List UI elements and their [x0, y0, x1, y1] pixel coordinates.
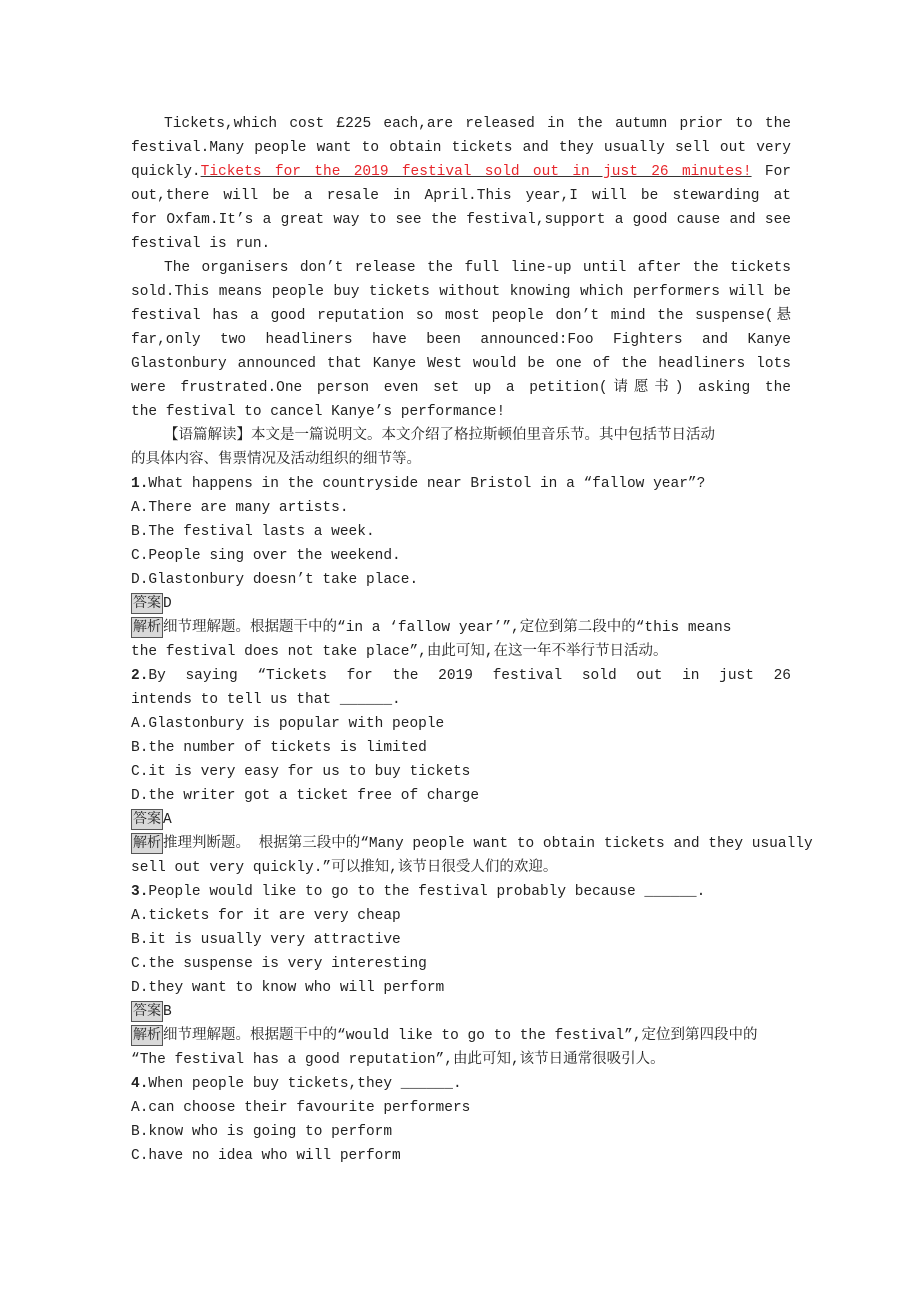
answer-option: A.There are many artists. [131, 500, 349, 516]
answer-option: B.it is usually very attractive [131, 932, 401, 948]
question-number: 4. [131, 1076, 149, 1092]
passage-text: The organisers don’t release the full line-up until after the tickets [164, 260, 791, 276]
answer-option: B.the number of tickets is limited [131, 740, 427, 756]
question-stem [131, 688, 791, 712]
answer-option: C.People sing over the weekend. [131, 548, 401, 564]
analysis-text: 细节理解题。根据题干中的“in a ‘fallow year’”,定位到第二段中的“this means [163, 620, 732, 636]
analysis-line [131, 640, 791, 664]
passage-text: out,there will be a resale in April.This year,I will be stewarding at [131, 188, 791, 204]
answer-option: D.they want to know who will perform [131, 980, 445, 996]
analysis-line [131, 1024, 791, 1048]
passage-line [131, 160, 791, 184]
question-stem [131, 472, 791, 496]
passage-text: Tickets,which cost £225 each,are released in the autumn prior to the [164, 116, 791, 132]
question-number: 3. [131, 884, 149, 900]
passage-line [131, 232, 791, 256]
reading-guide-line: 【语篇解读】本文是一篇说明文。本文介绍了格拉斯顿伯里音乐节。其中包括节日活动 [164, 428, 715, 444]
passage-text: quickly. [131, 164, 201, 180]
answer-option: C.it is very easy for us to buy tickets [131, 764, 471, 780]
passage-line [131, 256, 791, 280]
question-stem [131, 1072, 791, 1096]
answer-option: B.The festival lasts a week. [131, 524, 375, 540]
question-text: What happens in the countryside near Bristol in a “fallow year”? [148, 476, 706, 492]
passage-line [131, 328, 791, 352]
question-stem [131, 664, 791, 688]
question-number: 1. [131, 476, 149, 492]
answer-value: D [163, 596, 172, 612]
passage-text: For [764, 164, 791, 180]
answer-option: D.the writer got a ticket free of charge [131, 788, 480, 804]
answer-line [131, 808, 791, 832]
answer-line [131, 592, 791, 616]
passage-text: Glastonbury announced that Kanye West would be one of the headliners lots [131, 356, 791, 372]
passage-text: were frustrated.One person even set up a petition(请愿书) asking the [131, 380, 791, 396]
answer-line [131, 1000, 791, 1024]
analysis-text: 细节理解题。根据题干中的“would like to go to the festival”,定位到第四段中的 [163, 1028, 758, 1044]
analysis-text: 推理判断题。 根据第三段中的“Many people want to obtain tickets and they usually [163, 836, 813, 852]
analysis-line [131, 832, 816, 856]
answer-option: A.tickets for it are very cheap [131, 908, 401, 924]
answer-badge: 答案 [131, 1001, 163, 1022]
passage-line [131, 376, 791, 400]
passage-line [131, 280, 791, 304]
answer-badge: 答案 [131, 809, 163, 830]
analysis-text: sell out very quickly.”可以推知,该节日很受人们的欢迎。 [131, 860, 558, 876]
answer-badge: 答案 [131, 593, 163, 614]
passage-line [131, 304, 791, 328]
passage-text: for Oxfam.It’s a great way to see the festival,support a good cause and see [131, 212, 791, 228]
passage-text: far,only two headliners have been announced:Foo Fighters and Kanye [131, 332, 791, 348]
answer-option: A.Glastonbury is popular with people [131, 716, 445, 732]
answer-option: B.know who is going to perform [131, 1124, 393, 1140]
passage-text: festival is run. [131, 236, 271, 252]
passage-text: the festival to cancel Kanye’s performance! [131, 404, 506, 420]
analysis-text: “The festival has a good reputation”,由此可知,该节日通常很吸引人。 [131, 1052, 665, 1068]
passage-line [131, 112, 791, 136]
analysis-line [131, 1048, 791, 1072]
document-body [131, 112, 813, 1168]
question-number: 2. [131, 668, 149, 684]
passage-text: festival.Many people want to obtain tickets and they usually sell out very [131, 140, 791, 156]
answer-option: C.have no idea who will perform [131, 1148, 401, 1164]
question-text: intends to tell us that ______. [131, 692, 401, 708]
passage-line [131, 352, 791, 376]
passage-line [131, 208, 791, 232]
reading-guide-line: 的具体内容、售票情况及活动组织的细节等。 [131, 452, 421, 468]
analysis-text: the festival does not take place”,由此可知,在这一年不举行节日活动。 [131, 644, 668, 660]
passage-line [131, 184, 791, 208]
answer-option: D.Glastonbury doesn’t take place. [131, 572, 419, 588]
analysis-line [131, 616, 791, 640]
passage-text: festival has a good reputation so most people don’t mind the suspense(悬 [131, 308, 791, 324]
analysis-badge: 解析 [131, 617, 163, 638]
answer-option: A.can choose their favourite performers [131, 1100, 471, 1116]
analysis-badge: 解析 [131, 833, 163, 854]
question-stem [131, 880, 791, 904]
analysis-line [131, 856, 791, 880]
passage-line [131, 136, 791, 160]
passage-line [131, 400, 791, 424]
highlighted-sentence: Tickets for the 2019 festival sold out in just 26 minutes! [200, 164, 752, 180]
question-text: When people buy tickets,they ______. [148, 1076, 462, 1092]
answer-option: C.the suspense is very interesting [131, 956, 427, 972]
passage-text: sold.This means people buy tickets without knowing which performers will be [131, 284, 791, 300]
answer-value: A [163, 812, 172, 828]
question-text: People would like to go to the festival probably because ______. [148, 884, 706, 900]
answer-value: B [163, 1004, 172, 1020]
analysis-badge: 解析 [131, 1025, 163, 1046]
question-text: By saying “Tickets for the 2019 festival sold out in just 26 [148, 668, 791, 684]
